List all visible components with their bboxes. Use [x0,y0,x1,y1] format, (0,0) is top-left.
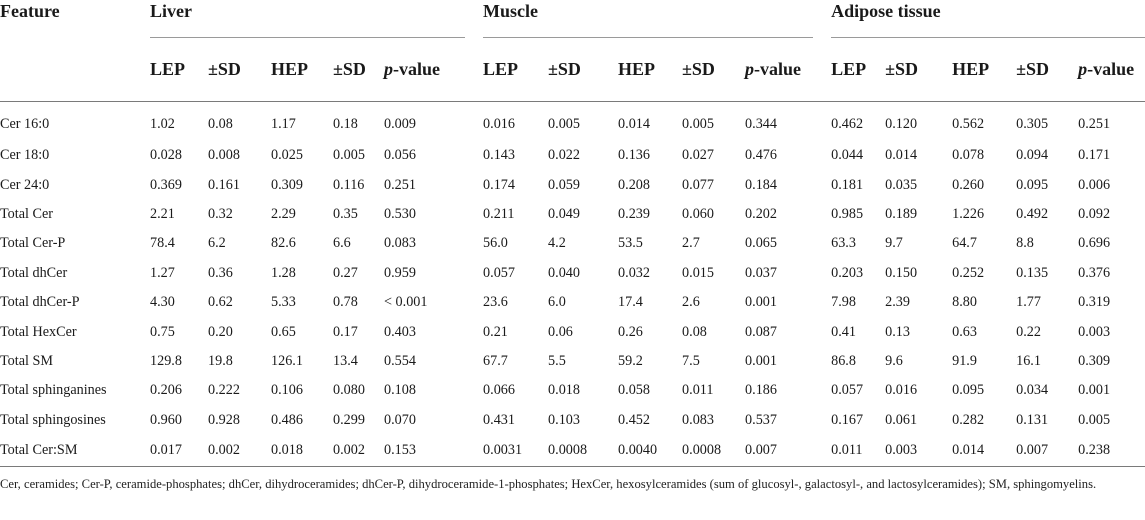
value-cell: 0.985 [831,205,864,222]
column-header: HEP [952,59,990,79]
value-cell: 0.034 [1016,382,1049,399]
value-cell: 16.1 [1016,352,1041,369]
table-row [0,229,1145,258]
value-cell: 8.8 [1016,235,1034,252]
feature-cell: Cer 18:0 [0,147,50,164]
table-row [0,141,1145,170]
value-cell: 5.5 [548,352,566,369]
column-header: ±SD [548,59,581,79]
column-header: p-value [384,59,440,79]
value-cell: 19.8 [208,352,233,369]
value-cell: 0.002 [208,441,240,458]
value-cell: 0.005 [333,147,365,164]
feature-cell: Cer 24:0 [0,176,50,193]
value-cell: 0.018 [548,382,580,399]
value-cell: 0.959 [384,264,416,281]
value-cell: 0.530 [384,205,416,222]
value-cell: 0.189 [885,205,918,222]
value-cell: 0.0008 [548,441,588,458]
column-header: ±SD [208,59,241,79]
value-cell: 82.6 [271,235,296,252]
value-cell: 0.040 [548,264,580,281]
value-cell: 0.108 [384,382,416,399]
value-cell: 0.282 [952,411,985,428]
value-cell: 4.30 [150,294,175,311]
value-cell: 0.167 [831,411,864,428]
column-header: ±SD [885,59,918,79]
value-cell: 4.2 [548,235,566,252]
value-cell: 0.309 [1078,352,1111,369]
value-cell: 0.001 [745,294,777,311]
value-cell: 0.095 [1016,176,1049,193]
value-cell: 0.35 [333,205,358,222]
value-cell: 0.486 [271,411,303,428]
value-cell: 53.5 [618,235,643,252]
value-cell: 91.9 [952,352,977,369]
value-cell: 0.060 [682,205,714,222]
table-body [0,102,1145,467]
value-cell: 1.27 [150,264,175,281]
group-header-adipose [831,0,1145,38]
value-cell: 2.21 [150,205,175,222]
value-cell: 0.63 [952,323,977,340]
value-cell: 0.239 [618,205,650,222]
value-cell: 0.0008 [682,441,722,458]
value-cell: 0.22 [1016,323,1041,340]
value-cell: 0.08 [682,323,707,340]
value-cell: 0.21 [483,323,508,340]
value-cell: 0.62 [208,294,233,311]
value-cell: 0.960 [150,411,182,428]
value-cell: 0.17 [333,323,358,340]
value-cell: 0.008 [208,147,240,164]
value-cell: 1.226 [952,205,985,222]
value-cell: 0.014 [618,116,650,132]
value-cell: 0.044 [831,147,864,164]
group-label: Muscle [483,1,539,21]
value-cell: 0.017 [150,441,182,458]
value-cell: 86.8 [831,352,856,369]
value-cell: 7.98 [831,294,856,311]
value-cell: 0.174 [483,176,515,193]
column-header: p-value [745,59,802,79]
value-cell: 0.092 [1078,205,1111,222]
table-row [0,376,1145,405]
value-cell: 0.562 [952,116,985,132]
value-cell: 0.696 [1078,235,1111,252]
value-cell: 0.344 [745,116,777,132]
value-cell: 0.066 [483,382,515,399]
value-cell: 0.028 [150,147,182,164]
table-row [0,317,1145,346]
value-cell: 0.431 [483,411,515,428]
column-header: LEP [831,59,867,79]
column-header: LEP [483,59,519,79]
value-cell: 13.4 [333,352,358,369]
value-cell: 0.131 [1016,411,1049,428]
value-cell: 0.049 [548,205,580,222]
value-cell: 0.13 [885,323,910,340]
value-cell: 2.6 [682,294,700,311]
value-cell: 0.32 [208,205,233,222]
value-cell: 1.17 [271,116,296,132]
value-cell: 6.0 [548,294,566,311]
value-cell: 9.7 [885,235,903,252]
value-cell: 0.078 [952,147,985,164]
value-cell: 0.016 [885,382,918,399]
value-cell: 0.251 [1078,116,1111,132]
table-row [0,406,1145,435]
value-cell: 0.222 [208,382,240,399]
feature-cell: Total HexCer [0,323,77,340]
subheader-row [0,38,1145,102]
value-cell: 0.106 [271,382,303,399]
feature-cell: Total dhCer-P [0,294,80,311]
value-cell: 0.208 [618,176,650,193]
value-cell: 0.492 [1016,205,1049,222]
value-cell: 0.022 [548,147,580,164]
value-cell: 17.4 [618,294,643,311]
value-cell: 0.319 [1078,294,1111,311]
feature-cell: Total dhCer [0,264,68,281]
value-cell: 0.238 [1078,441,1111,458]
value-cell: 0.203 [831,264,864,281]
group-label: Liver [150,1,192,21]
value-cell: 0.014 [952,441,985,458]
value-cell: 0.476 [745,147,777,164]
value-cell: 0.057 [483,264,515,281]
value-cell: 0.299 [333,411,365,428]
table-row [0,288,1145,317]
value-cell: 1.28 [271,264,296,281]
value-cell: 0.403 [384,323,416,340]
value-cell: 0.083 [384,235,416,252]
value-cell: 0.032 [618,264,650,281]
value-cell: 56.0 [483,235,508,252]
value-cell: 0.554 [384,352,416,369]
value-cell: 0.184 [745,176,777,193]
table-row [0,170,1145,199]
column-header: HEP [271,59,309,79]
value-cell: 7.5 [682,352,700,369]
value-cell: 0.181 [831,176,864,193]
value-cell: 0.928 [208,411,240,428]
column-header: p-value [1078,59,1135,79]
value-cell: 0.252 [952,264,985,281]
value-cell: 0.095 [952,382,985,399]
value-cell: 0.136 [618,147,650,164]
value-cell: 126.1 [271,352,303,369]
value-cell: 0.027 [682,147,714,164]
value-cell: 0.20 [208,323,233,340]
value-cell: 0.305 [1016,116,1049,132]
feature-cell: Total Cer:SM [0,441,78,458]
table-row [0,102,1145,142]
value-cell: 6.2 [208,235,226,252]
value-cell: 0.75 [150,323,175,340]
group-header-row [0,0,1145,38]
value-cell: 0.161 [208,176,240,193]
value-cell: 67.7 [483,352,508,369]
value-cell: 2.39 [885,294,910,311]
value-cell: 0.211 [483,205,515,222]
value-cell: 0.003 [1078,323,1111,340]
value-cell: 0.005 [1078,411,1111,428]
value-cell: 0.001 [1078,382,1111,399]
value-cell: 0.41 [831,323,856,340]
value-cell: 0.202 [745,205,777,222]
column-header: HEP [618,59,656,79]
value-cell: 0.65 [271,323,296,340]
value-cell: 64.7 [952,235,977,252]
value-cell: 0.116 [333,176,365,193]
value-cell: 63.3 [831,235,856,252]
value-cell: 0.0040 [618,441,658,458]
value-cell: 23.6 [483,294,508,311]
value-cell: 0.08 [208,116,233,132]
value-cell: 0.001 [745,352,777,369]
table-footnote: Cer, ceramides; Cer-P, ceramide-phosphates; dhCer, dihydroceramides; dhCer-P, dihydroceramide-1-phosphates; HexCer, hexosylceramides (sum of glucosyl-, galactosyl-, and lactosylceramides); SM, sphingomyelins. [0,477,1097,491]
value-cell: 0.011 [682,382,714,399]
value-cell: 0.007 [745,441,777,458]
table-row [0,200,1145,229]
value-cell: 5.33 [271,294,296,311]
value-cell: 0.120 [885,116,918,132]
value-cell: 0.005 [548,116,580,132]
value-cell: 0.171 [1078,147,1111,164]
value-cell: 0.002 [333,441,365,458]
value-cell: 59.2 [618,352,643,369]
value-cell: 0.009 [384,116,416,132]
feature-cell: Total Cer [0,205,53,222]
value-cell: 0.061 [885,411,918,428]
value-cell: 0.150 [885,264,918,281]
value-cell: 9.6 [885,352,903,369]
value-cell: 0.309 [271,176,303,193]
value-cell: 6.6 [333,235,351,252]
value-cell: 0.537 [745,411,777,428]
value-cell: 0.06 [548,323,573,340]
value-cell: 0.27 [333,264,358,281]
value-cell: 0.36 [208,264,233,281]
value-cell: 0.260 [952,176,985,193]
value-cell: 1.77 [1016,294,1041,311]
value-cell: 0.78 [333,294,358,311]
feature-cell: Total sphinganines [0,382,107,399]
value-cell: 129.8 [150,352,182,369]
value-cell: 0.462 [831,116,864,132]
value-cell: 0.18 [333,116,358,132]
value-cell: 1.02 [150,116,175,132]
value-cell: 0.011 [831,441,863,458]
value-cell: 0.206 [150,382,182,399]
value-cell: 0.006 [1078,176,1111,193]
value-cell: 0.143 [483,147,515,164]
value-cell: 0.015 [682,264,714,281]
table-row [0,435,1145,467]
table-row [0,259,1145,288]
value-cell: 0.103 [548,411,580,428]
value-cell: 0.003 [885,441,918,458]
column-header: ±SD [1016,59,1049,79]
value-cell: < 0.001 [384,294,428,311]
value-cell: 0.0031 [483,441,523,458]
value-cell: 0.083 [682,411,714,428]
value-cell: 0.058 [618,382,650,399]
column-header: LEP [150,59,186,79]
feature-cell: Total Cer-P [0,235,66,252]
value-cell: 0.080 [333,382,365,399]
value-cell: 0.077 [682,176,714,193]
feature-cell: Total SM [0,352,54,369]
column-header: ±SD [333,59,366,79]
group-label: Adipose tissue [831,1,941,21]
value-cell: 0.056 [384,147,416,164]
feature-cell: Total sphingosines [0,411,106,428]
value-cell: 0.014 [885,147,918,164]
value-cell: 0.094 [1016,147,1049,164]
column-header: ±SD [682,59,715,79]
value-cell: 2.7 [682,235,700,252]
value-cell: 0.065 [745,235,777,252]
value-cell: 8.80 [952,294,977,311]
group-header-muscle [483,0,831,38]
value-cell: 0.452 [618,411,650,428]
value-cell: 0.035 [885,176,918,193]
value-cell: 0.251 [384,176,416,193]
value-cell: 0.070 [384,411,416,428]
value-cell: 0.016 [483,116,515,132]
value-cell: 78.4 [150,235,175,252]
value-cell: 0.186 [745,382,777,399]
value-cell: 0.369 [150,176,182,193]
feature-cell: Cer 16:0 [0,116,50,132]
value-cell: 0.007 [1016,441,1049,458]
value-cell: 0.018 [271,441,303,458]
value-cell: 0.26 [618,323,643,340]
value-cell: 0.025 [271,147,303,164]
value-cell: 0.135 [1016,264,1049,281]
table-row [0,347,1145,376]
value-cell: 0.037 [745,264,777,281]
group-header-liver [150,0,483,38]
value-cell: 0.376 [1078,264,1111,281]
value-cell: 0.005 [682,116,714,132]
value-cell: 2.29 [271,205,296,222]
value-cell: 0.059 [548,176,580,193]
value-cell: 0.057 [831,382,864,399]
value-cell: 0.087 [745,323,777,340]
value-cell: 0.153 [384,441,416,458]
feature-header: Feature [0,1,60,21]
